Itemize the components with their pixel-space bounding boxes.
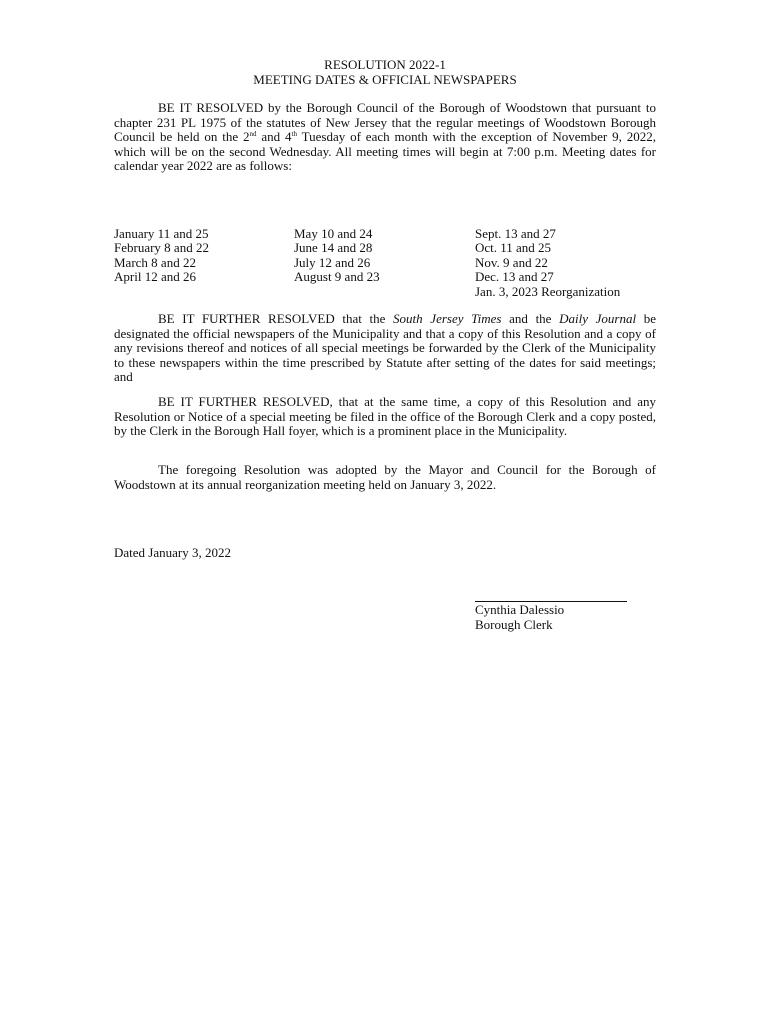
newspaper-name: Daily Journal bbox=[559, 311, 637, 326]
signature-block bbox=[475, 602, 564, 632]
paragraph-posting: BE IT FURTHER RESOLVED, that at the same time, a copy of this Resolution and any Resolution or Notice of a special meeting be filed in the office of the Borough Clerk and a copy posted, by the Clerk in the Borough Hall foyer, which is a prominent place in the Municipality. bbox=[114, 394, 656, 438]
meeting-dates-column-2 bbox=[294, 227, 380, 285]
meeting-date: June 14 and 28 bbox=[294, 240, 373, 256]
meeting-date: January 11 and 25 bbox=[114, 226, 209, 241]
meeting-date: March 8 and 22 bbox=[114, 254, 196, 270]
newspaper-name: South Jersey Times bbox=[393, 311, 502, 326]
meeting-date: Dec. 13 and 27 bbox=[475, 269, 554, 285]
meeting-date: Sept. 13 and 27 bbox=[475, 226, 556, 241]
document-heading bbox=[114, 57, 656, 87]
paragraph-newspapers: BE IT FURTHER RESOLVED that the South Jersey Times and the Daily Journal be designated the official newspapers of the Municipality and that a copy of this Resolution and a copy of any revisions thereof and notices of all special meetings be forwarded by the Clerk of the Municipality to these newspapers within the time prescribed by Statute after setting of the dates for said meetings; and bbox=[114, 311, 656, 384]
meeting-date: Nov. 9 and 22 bbox=[475, 254, 548, 270]
meeting-date: July 12 and 26 bbox=[294, 254, 371, 270]
dated-line: Dated January 3, 2022 bbox=[114, 545, 231, 560]
meeting-date: August 9 and 23 bbox=[294, 269, 380, 285]
meeting-dates-column-1 bbox=[114, 227, 209, 285]
paragraph-adoption: The foregoing Resolution was adopted by the Mayor and Council for the Borough of Woodstown at its annual reorganization meeting held on January 3, 2022. bbox=[114, 462, 656, 492]
signer-name: Cynthia Dalessio bbox=[475, 602, 565, 617]
meeting-date: May 10 and 24 bbox=[294, 226, 373, 241]
meeting-date: Oct. 11 and 25 bbox=[475, 240, 552, 256]
meeting-date: April 12 and 26 bbox=[114, 269, 196, 285]
meeting-date: Jan. 3, 2023 Reorganization bbox=[475, 283, 621, 299]
paragraph-resolved: BE IT RESOLVED by the Borough Council of the Borough of Woodstown that pursuant to chapter 231 PL 1975 of the statutes of New Jersey that the regular meetings of Woodstown Borough Council be held on the 2nd and 4th Tuesday of each month with the exception of November 9, 2022, which will be on the second Wednesday. All meeting times will begin at 7:00 p.m. Meeting dates for calendar year 2022 are as follows: bbox=[114, 100, 657, 173]
resolution-subtitle: MEETING DATES & OFFICIAL NEWSPAPERS bbox=[253, 72, 517, 87]
meeting-dates-column-3 bbox=[475, 227, 620, 299]
resolution-title: RESOLUTION 2022-1 bbox=[324, 57, 446, 72]
meeting-date: February 8 and 22 bbox=[114, 240, 209, 256]
signer-title: Borough Clerk bbox=[475, 617, 553, 632]
